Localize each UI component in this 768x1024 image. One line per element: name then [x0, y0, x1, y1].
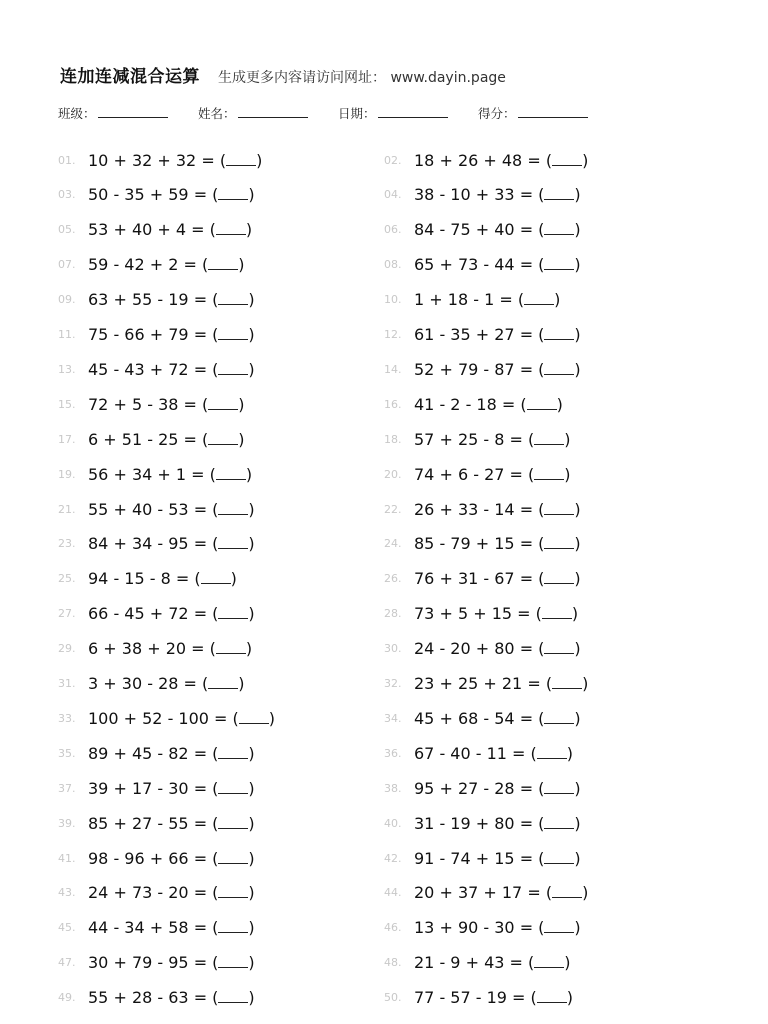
problem-number: 46. — [384, 921, 402, 935]
problem-expression-text: 85 - 79 + 15 = — [414, 534, 534, 554]
problem-item — [58, 911, 255, 945]
problem-number: 42. — [384, 851, 402, 865]
answer-blank: ( ) — [196, 394, 245, 414]
problem-expression — [88, 709, 275, 728]
answer-blank: ( ) — [522, 953, 571, 973]
problem-item — [384, 841, 581, 875]
worksheet-title: 连加连减混合运算 — [60, 67, 200, 87]
answer-blank: ( ) — [227, 708, 276, 728]
problem-item — [384, 387, 563, 421]
problem-expression-text: 75 - 66 + 79 = — [88, 325, 208, 344]
problem-number: 10. — [384, 293, 402, 307]
problem-number: 12. — [384, 328, 402, 341]
problem-expression-text: 6 + 51 - 25 = — [88, 429, 197, 449]
problem-item — [58, 701, 275, 735]
problem-expression-text: 26 + 33 - 14 = — [414, 499, 534, 519]
problem-expression — [414, 639, 581, 658]
problem-expression — [88, 569, 237, 588]
problem-item — [58, 422, 245, 456]
problem-number: 44. — [384, 886, 402, 900]
problem-number: 14. — [384, 362, 402, 376]
answer-blank: ( ) — [196, 255, 245, 275]
problem-number: 13. — [58, 362, 76, 376]
problem-expression — [88, 988, 255, 1007]
name-label: 姓名： — [198, 106, 236, 121]
problem-item — [58, 806, 255, 840]
problem-expression-text: 53 + 40 + 4 = — [88, 220, 205, 240]
problem-expression — [88, 674, 245, 693]
problem-expression — [414, 255, 581, 274]
problem-expression-text: 85 + 27 - 55 = — [88, 813, 208, 833]
problem-expression — [88, 883, 255, 902]
answer-blank: ( ) — [207, 743, 255, 763]
problem-item — [384, 143, 588, 177]
problem-expression — [88, 639, 252, 658]
problem-number: 30. — [384, 642, 402, 656]
problem-expression — [414, 883, 588, 902]
problem-item — [58, 352, 255, 386]
problem-item — [384, 876, 588, 910]
problem-expression-text: 67 - 40 - 11 = — [414, 743, 526, 763]
problem-item — [384, 492, 581, 526]
problem-expression-text: 65 + 73 - 44 = — [414, 255, 534, 275]
answer-blank: ( ) — [207, 953, 255, 973]
problem-expression — [88, 814, 255, 833]
problem-expression-text: 52 + 79 - 87 = — [414, 359, 534, 379]
problem-item — [58, 457, 252, 491]
problem-expression — [414, 185, 581, 204]
problem-expression-text: 55 + 28 - 63 = — [88, 988, 208, 1008]
problem-expression-text: 41 - 2 - 18 = — [414, 394, 516, 414]
problem-item — [58, 143, 262, 177]
problem-expression-text: 45 + 68 - 54 = — [414, 708, 534, 728]
answer-blank: ( ) — [540, 883, 589, 903]
problem-expression — [414, 604, 578, 623]
problem-number: 08. — [384, 258, 402, 272]
problem-number: 45. — [58, 921, 76, 935]
problem-number: 04. — [384, 188, 402, 202]
problem-number: 19. — [58, 467, 76, 481]
problem-expression-text: 84 - 75 + 40 = — [414, 220, 534, 240]
problem-expression-text: 72 + 5 - 38 = — [88, 394, 197, 414]
problem-expression-text: 77 - 57 - 19 = — [414, 988, 526, 1008]
problem-item — [384, 178, 581, 212]
score-field — [478, 104, 588, 122]
problem-number: 11. — [58, 328, 76, 341]
answer-blank: ( ) — [207, 848, 255, 868]
problem-item — [384, 597, 578, 631]
problem-item — [58, 387, 245, 421]
problem-number: 24. — [384, 537, 402, 551]
student-info-row — [58, 104, 658, 126]
problem-number: 35. — [58, 746, 76, 760]
problem-expression — [88, 744, 255, 763]
problem-expression — [414, 465, 571, 484]
class-blank-line — [98, 105, 168, 118]
answer-blank: ( ) — [204, 639, 253, 659]
problem-number: 21. — [58, 502, 76, 516]
problem-number: 06. — [384, 223, 402, 237]
problem-item — [384, 457, 571, 491]
problem-expression-text: 24 - 20 + 80 = — [414, 639, 534, 659]
problem-item — [384, 946, 571, 980]
problem-expression — [414, 569, 581, 588]
problem-expression — [414, 220, 581, 239]
problem-number: 47. — [58, 956, 76, 970]
problem-item — [384, 352, 581, 386]
date-field — [338, 104, 448, 122]
problem-expression-text: 76 + 31 - 67 = — [414, 569, 534, 589]
problem-item — [384, 422, 571, 456]
answer-blank: ( ) — [207, 534, 255, 554]
problem-number: 40. — [384, 816, 402, 830]
problem-expression — [414, 779, 581, 798]
problem-expression-text: 98 - 96 + 66 = — [88, 848, 208, 868]
problem-number: 31. — [58, 677, 76, 690]
score-label: 得分： — [478, 106, 516, 121]
problem-expression — [414, 534, 581, 553]
problem-item — [384, 701, 581, 735]
problem-expression — [414, 953, 571, 972]
problem-number: 22. — [384, 502, 402, 516]
problem-item — [384, 981, 573, 1015]
answer-blank: ( ) — [533, 499, 581, 519]
problem-expression — [414, 674, 588, 693]
problem-item — [58, 318, 255, 352]
problem-expression-text: 21 - 9 + 43 = — [414, 953, 523, 973]
date-blank-line — [378, 105, 448, 118]
problem-expression-text: 95 + 27 - 28 = — [414, 778, 534, 798]
problem-expression-text: 89 + 45 - 82 = — [88, 743, 208, 763]
problem-expression — [88, 953, 255, 972]
answer-blank: ( ) — [207, 883, 255, 903]
problem-expression — [88, 220, 252, 239]
problem-item — [58, 597, 255, 631]
answer-blank: ( ) — [533, 534, 581, 554]
problem-expression-text: 1 + 18 - 1 = — [414, 290, 513, 310]
answer-blank: ( ) — [533, 220, 581, 240]
problem-expression-text: 56 + 34 + 1 = — [88, 464, 205, 484]
answer-blank: ( ) — [533, 569, 581, 589]
problem-number: 03. — [58, 188, 76, 202]
answer-blank: ( ) — [525, 988, 574, 1008]
problem-expression — [88, 290, 255, 309]
problem-item — [58, 946, 255, 980]
problem-expression-text: 31 - 19 + 80 = — [414, 813, 534, 833]
problem-item — [384, 283, 560, 317]
problem-number: 26. — [384, 572, 402, 586]
answer-blank: ( ) — [522, 464, 571, 484]
problem-number: 34. — [384, 711, 402, 725]
problem-grid — [0, 143, 768, 1018]
problem-expression-text: 50 - 35 + 59 = — [88, 185, 208, 205]
answer-blank: ( ) — [533, 185, 581, 205]
problem-number: 28. — [384, 607, 402, 621]
problem-expression-text: 18 + 26 + 48 = — [414, 150, 541, 170]
answer-blank: ( ) — [540, 150, 589, 170]
problem-number: 01. — [58, 153, 76, 167]
problem-number: 32. — [384, 677, 402, 690]
problem-expression-text: 13 + 90 - 30 = — [414, 918, 534, 938]
problem-item — [384, 318, 581, 352]
problem-expression-text: 23 + 25 + 21 = — [414, 674, 541, 693]
problem-item — [384, 771, 581, 805]
problem-expression-text: 74 + 6 - 27 = — [414, 464, 523, 484]
answer-blank: ( ) — [207, 918, 255, 938]
problem-number: 49. — [58, 991, 76, 1005]
problem-expression — [414, 360, 581, 379]
worksheet-header — [60, 62, 506, 90]
problem-item — [58, 771, 255, 805]
problem-item — [384, 527, 581, 561]
answer-blank: ( ) — [207, 988, 255, 1008]
name-blank-line — [238, 105, 308, 118]
problem-item — [58, 527, 255, 561]
problem-expression — [88, 185, 255, 204]
problem-item — [58, 213, 252, 247]
problem-expression-text: 84 + 34 - 95 = — [88, 534, 208, 554]
answer-blank: ( ) — [204, 220, 253, 240]
answer-blank: ( ) — [530, 604, 579, 624]
problem-number: 18. — [384, 432, 402, 446]
answer-blank: ( ) — [207, 499, 255, 519]
problem-item — [384, 248, 581, 282]
problem-expression-text: 3 + 30 - 28 = — [88, 674, 197, 693]
worksheet-subtitle: 生成更多内容请访问网址： www.dayin.page — [218, 70, 506, 86]
problem-item — [58, 248, 245, 282]
answer-blank: ( ) — [533, 639, 581, 659]
problem-expression — [88, 255, 245, 274]
problem-number: 41. — [58, 851, 76, 865]
answer-blank: ( ) — [214, 150, 263, 170]
problem-number: 02. — [384, 153, 402, 167]
problem-item — [58, 283, 255, 317]
answer-blank: ( ) — [207, 290, 255, 310]
problem-item — [58, 981, 255, 1015]
problem-expression — [414, 814, 581, 833]
problem-item — [58, 632, 252, 666]
problem-item — [58, 736, 255, 770]
problem-expression-text: 61 - 35 + 27 = — [414, 325, 534, 344]
problem-expression-text: 66 - 45 + 72 = — [88, 604, 208, 624]
problem-number: 50. — [384, 991, 402, 1005]
problem-item — [384, 562, 581, 596]
problem-expression — [88, 604, 255, 623]
problem-number: 15. — [58, 397, 76, 411]
problem-expression-text: 24 + 73 - 20 = — [88, 883, 208, 903]
problem-number: 43. — [58, 886, 76, 900]
problem-item — [58, 876, 255, 910]
problem-expression — [88, 779, 255, 798]
answer-blank: ( ) — [533, 848, 581, 868]
problem-expression-text: 73 + 5 + 15 = — [414, 604, 531, 624]
answer-blank: ( ) — [533, 359, 581, 379]
answer-blank: ( ) — [207, 325, 255, 344]
problem-number: 09. — [58, 293, 76, 307]
score-blank-line — [518, 105, 588, 118]
answer-blank: ( ) — [515, 394, 563, 414]
problem-expression-text: 45 - 43 + 72 = — [88, 359, 208, 379]
answer-blank: ( ) — [207, 813, 255, 833]
answer-blank: ( ) — [533, 918, 581, 938]
problem-expression-text: 20 + 37 + 17 = — [414, 883, 541, 903]
problem-number: 16. — [384, 397, 402, 411]
problem-expression — [88, 849, 255, 868]
answer-blank: ( ) — [207, 778, 255, 798]
class-label: 班级： — [58, 106, 96, 121]
problem-expression — [414, 849, 581, 868]
answer-blank: ( ) — [533, 708, 581, 728]
answer-blank: ( ) — [540, 674, 589, 693]
problem-number: 23. — [58, 537, 76, 551]
problem-item — [384, 736, 573, 770]
problem-expression — [414, 988, 573, 1007]
problem-number: 27. — [58, 607, 76, 621]
date-label: 日期： — [338, 106, 376, 121]
problem-number: 07. — [58, 258, 76, 272]
problem-expression-text: 30 + 79 - 95 = — [88, 953, 208, 973]
problem-expression — [414, 151, 588, 170]
problem-number: 17. — [58, 432, 76, 446]
problem-number: 05. — [58, 223, 76, 237]
answer-blank: ( ) — [525, 743, 574, 763]
problem-number: 38. — [384, 781, 402, 795]
answer-blank: ( ) — [533, 325, 581, 344]
problem-expression-text: 10 + 32 + 32 = — [88, 150, 215, 170]
problem-expression-text: 38 - 10 + 33 = — [414, 185, 534, 205]
problem-item — [384, 806, 581, 840]
problem-item — [58, 178, 255, 212]
problem-number: 48. — [384, 956, 402, 970]
problem-expression — [414, 395, 563, 414]
answer-blank: ( ) — [204, 464, 253, 484]
problem-expression — [88, 918, 255, 937]
problem-expression — [88, 500, 255, 519]
answer-blank: ( ) — [512, 290, 561, 310]
problem-number: 36. — [384, 746, 402, 760]
problem-expression-text: 59 - 42 + 2 = — [88, 255, 197, 275]
problem-expression-text: 6 + 38 + 20 = — [88, 639, 205, 659]
answer-blank: ( ) — [196, 674, 245, 693]
problem-expression-text: 39 + 17 - 30 = — [88, 778, 208, 798]
problem-item — [384, 667, 588, 701]
answer-blank: ( ) — [207, 185, 255, 205]
answer-blank: ( ) — [196, 429, 245, 449]
problem-item — [384, 911, 581, 945]
answer-blank: ( ) — [207, 359, 255, 379]
answer-blank: ( ) — [533, 813, 581, 833]
problem-item — [384, 632, 581, 666]
problem-expression-text: 91 - 74 + 15 = — [414, 848, 534, 868]
problem-number: 37. — [58, 781, 76, 795]
problem-expression-text: 100 + 52 - 100 = — [88, 708, 228, 728]
problem-item — [58, 562, 237, 596]
answer-blank: ( ) — [189, 569, 237, 589]
problem-item — [58, 667, 245, 701]
name-field — [198, 104, 308, 122]
problem-expression-text: 55 + 40 - 53 = — [88, 499, 208, 519]
problem-item — [58, 841, 255, 875]
problem-expression-text: 63 + 55 - 19 = — [88, 290, 208, 310]
problem-expression — [88, 151, 262, 170]
problem-number: 25. — [58, 572, 76, 586]
problem-expression — [414, 709, 581, 728]
problem-expression — [88, 325, 255, 344]
answer-blank: ( ) — [207, 604, 255, 624]
answer-blank: ( ) — [522, 429, 571, 449]
problem-expression — [88, 430, 245, 449]
problem-expression — [88, 465, 252, 484]
problem-expression — [88, 395, 245, 414]
problem-number: 20. — [384, 467, 402, 481]
answer-blank: ( ) — [533, 778, 581, 798]
problem-item — [58, 492, 255, 526]
problem-expression-text: 57 + 25 - 8 = — [414, 429, 523, 449]
answer-blank: ( ) — [533, 255, 581, 275]
problem-expression — [414, 430, 571, 449]
problem-expression — [414, 500, 581, 519]
class-field — [58, 104, 168, 122]
problem-expression — [88, 534, 255, 553]
problem-number: 33. — [58, 711, 76, 725]
problem-expression — [414, 290, 560, 309]
problem-number: 29. — [58, 642, 76, 656]
problem-number: 39. — [58, 816, 76, 830]
problem-expression — [88, 360, 255, 379]
problem-expression — [414, 918, 581, 937]
problem-expression — [414, 325, 581, 344]
problem-expression — [414, 744, 573, 763]
problem-expression-text: 44 - 34 + 58 = — [88, 918, 208, 938]
problem-expression-text: 94 - 15 - 8 = — [88, 569, 190, 589]
problem-item — [384, 213, 581, 247]
